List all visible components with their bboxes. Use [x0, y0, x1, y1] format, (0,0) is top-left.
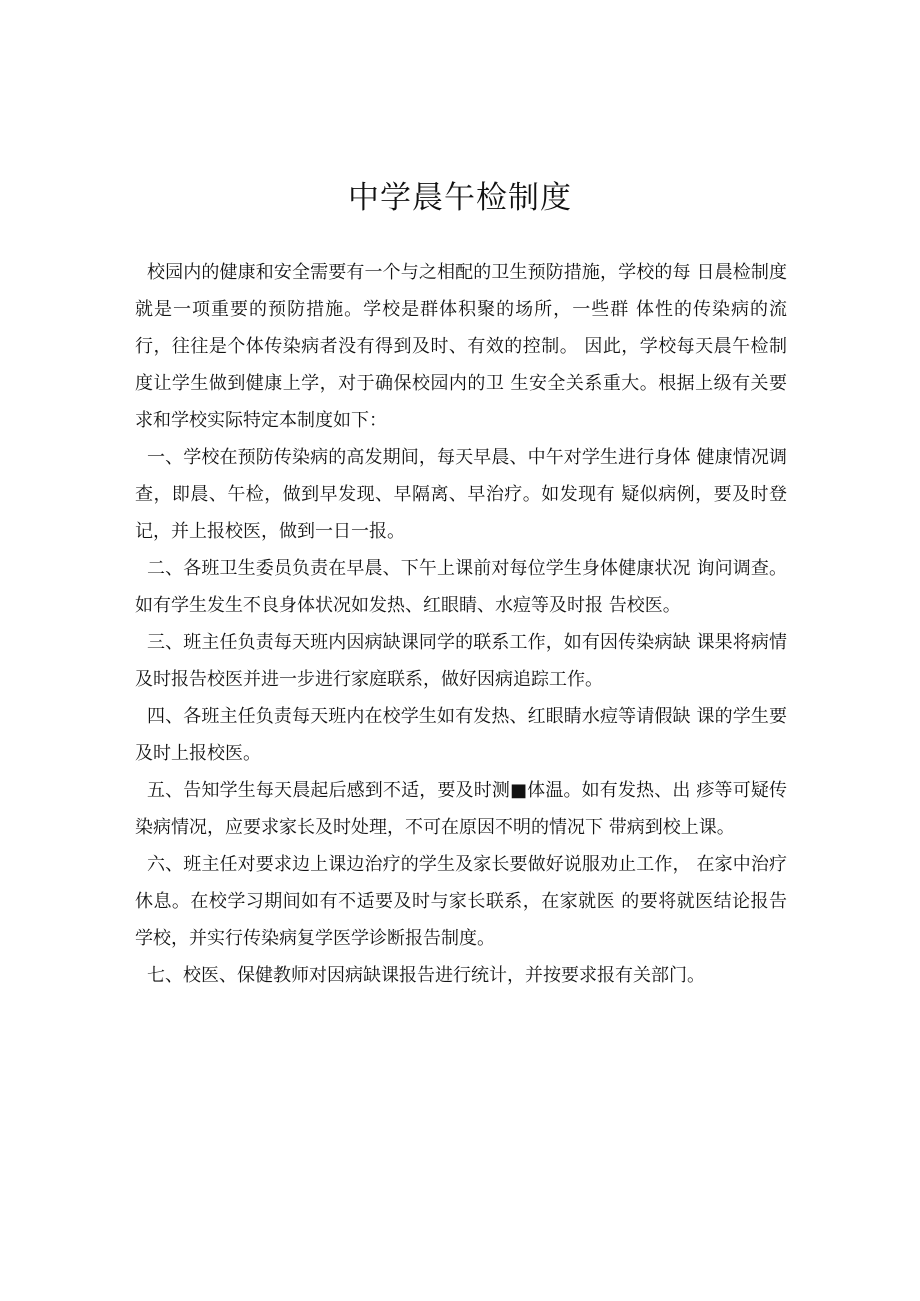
rule-paragraph-5: 五、告知学生每天晨起后感到不适，要及时测■体温。如有发热、出 疹等可疑传染病情况，应要求家长及时处理，不可在原因不明的情况下 带病到校上课。 — [135, 780, 787, 838]
intro-paragraph: 校园内的健康和安全需要有一个与之相配的卫生预防措施，学校的每 日晨检制度就是一项重要的预防措施。学校是群体积聚的场所，一些群 体性的传染病的流行，往往是个体传染病者没有得到及时、有效的控制。 因此，学校每天晨午检制度让学生做到健康上学，对于确保校园内的卫 生安全关系重大。根据上级有关要求和学校实际特定本制度如下： — [135, 262, 787, 431]
rule-paragraph-3: 三、班主任负责每天班内因病缺课同学的联系工作，如有因传染病缺 课果将病情及时报告校医并进一步进行家庭联系，做好因病追踪工作。 — [135, 632, 787, 690]
rule-paragraph-4: 四、各班主任负责每天班内在校学生如有发热、红眼睛水痘等请假缺 课的学生要及时上报校医。 — [135, 706, 787, 764]
document-body — [135, 254, 787, 994]
rule-paragraph-6: 六、班主任对要求边上课边治疗的学生及家长要做好说服劝止工作， 在家中治疗休息。在校学习期间如有不适要及时与家长联系，在家就医 的要将就医结论报告学校，并实行传染病复学医学诊断报告制度。 — [135, 854, 787, 949]
rule-paragraph-2: 二、各班卫生委员负责在早晨、下午上课前对每位学生身体健康状况 询问调查。如有学生发生不良身体状况如发热、红眼睛、水痘等及时报 告校医。 — [135, 558, 787, 616]
document-title: 中学晨午检制度 — [348, 180, 572, 216]
rule-paragraph-1: 一、学校在预防传染病的高发期间，每天早晨、中午对学生进行身体 健康情况调查，即晨、午检，做到早发现、早隔离、早治疗。如发现有 疑似病例，要及时登记，并上报校医，做到一日一报。 — [135, 447, 787, 542]
rule-paragraph-7: 七、校医、保健教师对因病缺课报告进行统计，并按要求报有关部门。 — [147, 965, 705, 986]
